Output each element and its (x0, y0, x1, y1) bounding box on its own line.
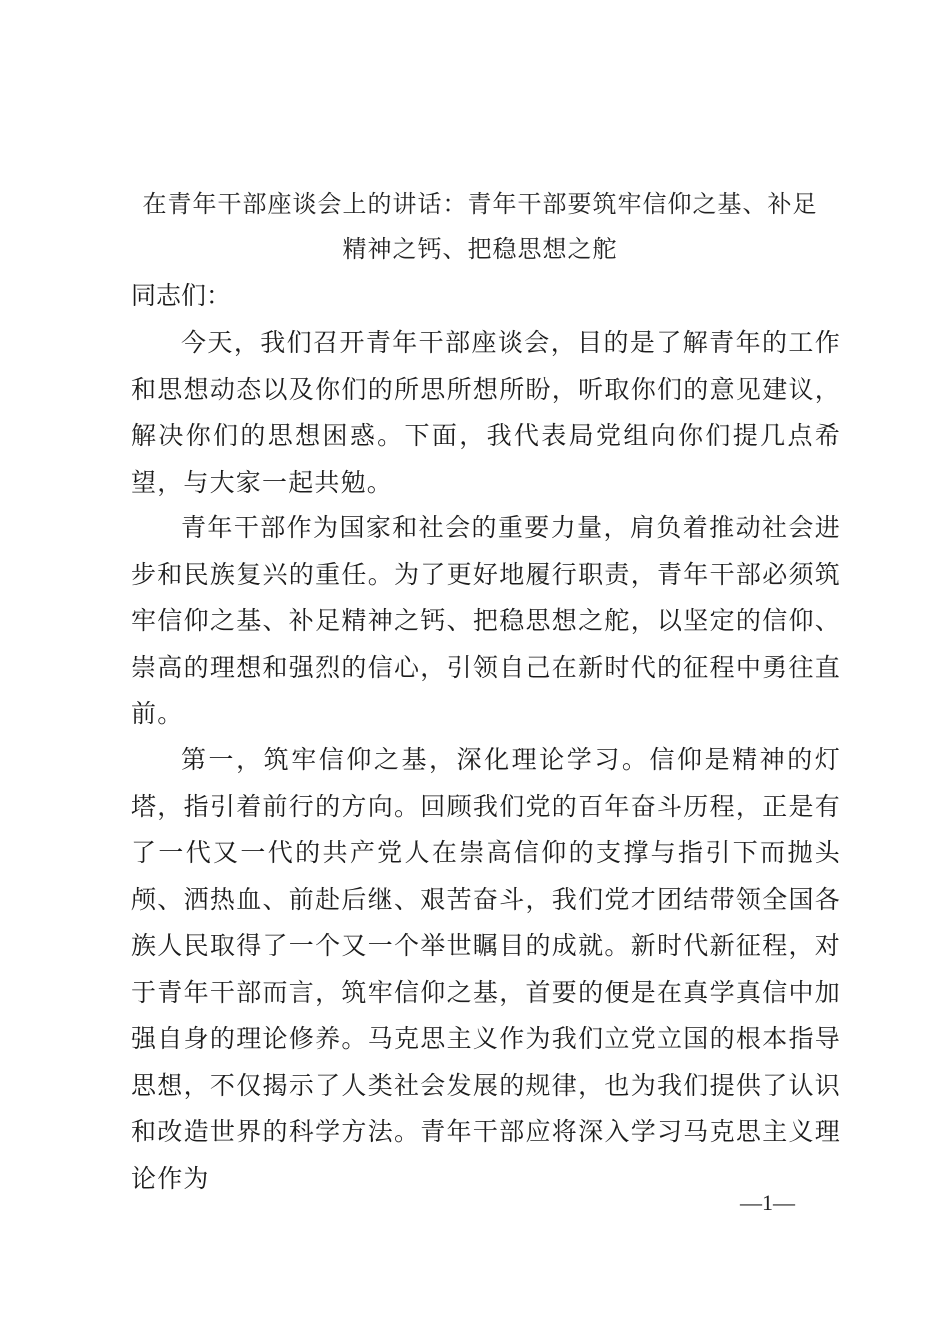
paragraph-first-point (131, 737, 841, 1202)
paragraph-intro (131, 320, 841, 506)
paragraph-text: 今天，我们召开青年干部座谈会，目的是了解青年的工作和思想动态以及你们的所思所想所盼，听取你们的意见建议，解决你们的思想困惑。下面，我代表局党组向你们提几点希望，与大家一起共勉。 (131, 328, 841, 497)
document-title-line-2: 精神之钙、把稳思想之舵 (342, 235, 618, 263)
paragraph-text: 第一，筑牢信仰之基，深化理论学习。信仰是精神的灯塔，指引着前行的方向。回顾我们党的百年奋斗历程，正是有了一代又一代的共产党人在崇高信仰的支撑与指引下而抛头颅、洒热血、前赴后继、艰苦奋斗，我们党才团结带领全国各族人民取得了一个又一个举世瞩目的成就。新时代新征程，对于青年干部而言，筑牢信仰之基，首要的便是在真学真信中加强自身的理论修养。马克思主义作为我们立党立国的根本指导思想，不仅揭示了人类社会发展的规律，也为我们提供了认识和改造世界的科学方法。青年干部应将深入学习马克思主义理论作为 (131, 745, 841, 1193)
paragraph-text: 青年干部作为国家和社会的重要力量，肩负着推动社会进步和民族复兴的重任。为了更好地履行职责，青年干部必须筑牢信仰之基、补足精神之钙、把稳思想之舵，以坚定的信仰、崇高的理想和强烈的信心，引领自己在新时代的征程中勇往直前。 (131, 513, 841, 728)
salutation: 同志们： (131, 281, 232, 310)
document-title-line-1: 在青年干部座谈会上的讲话：青年干部要筑牢信仰之基、补足 (142, 190, 818, 218)
paragraph-responsibility (131, 505, 841, 738)
page-number: —1— (740, 1190, 795, 1215)
